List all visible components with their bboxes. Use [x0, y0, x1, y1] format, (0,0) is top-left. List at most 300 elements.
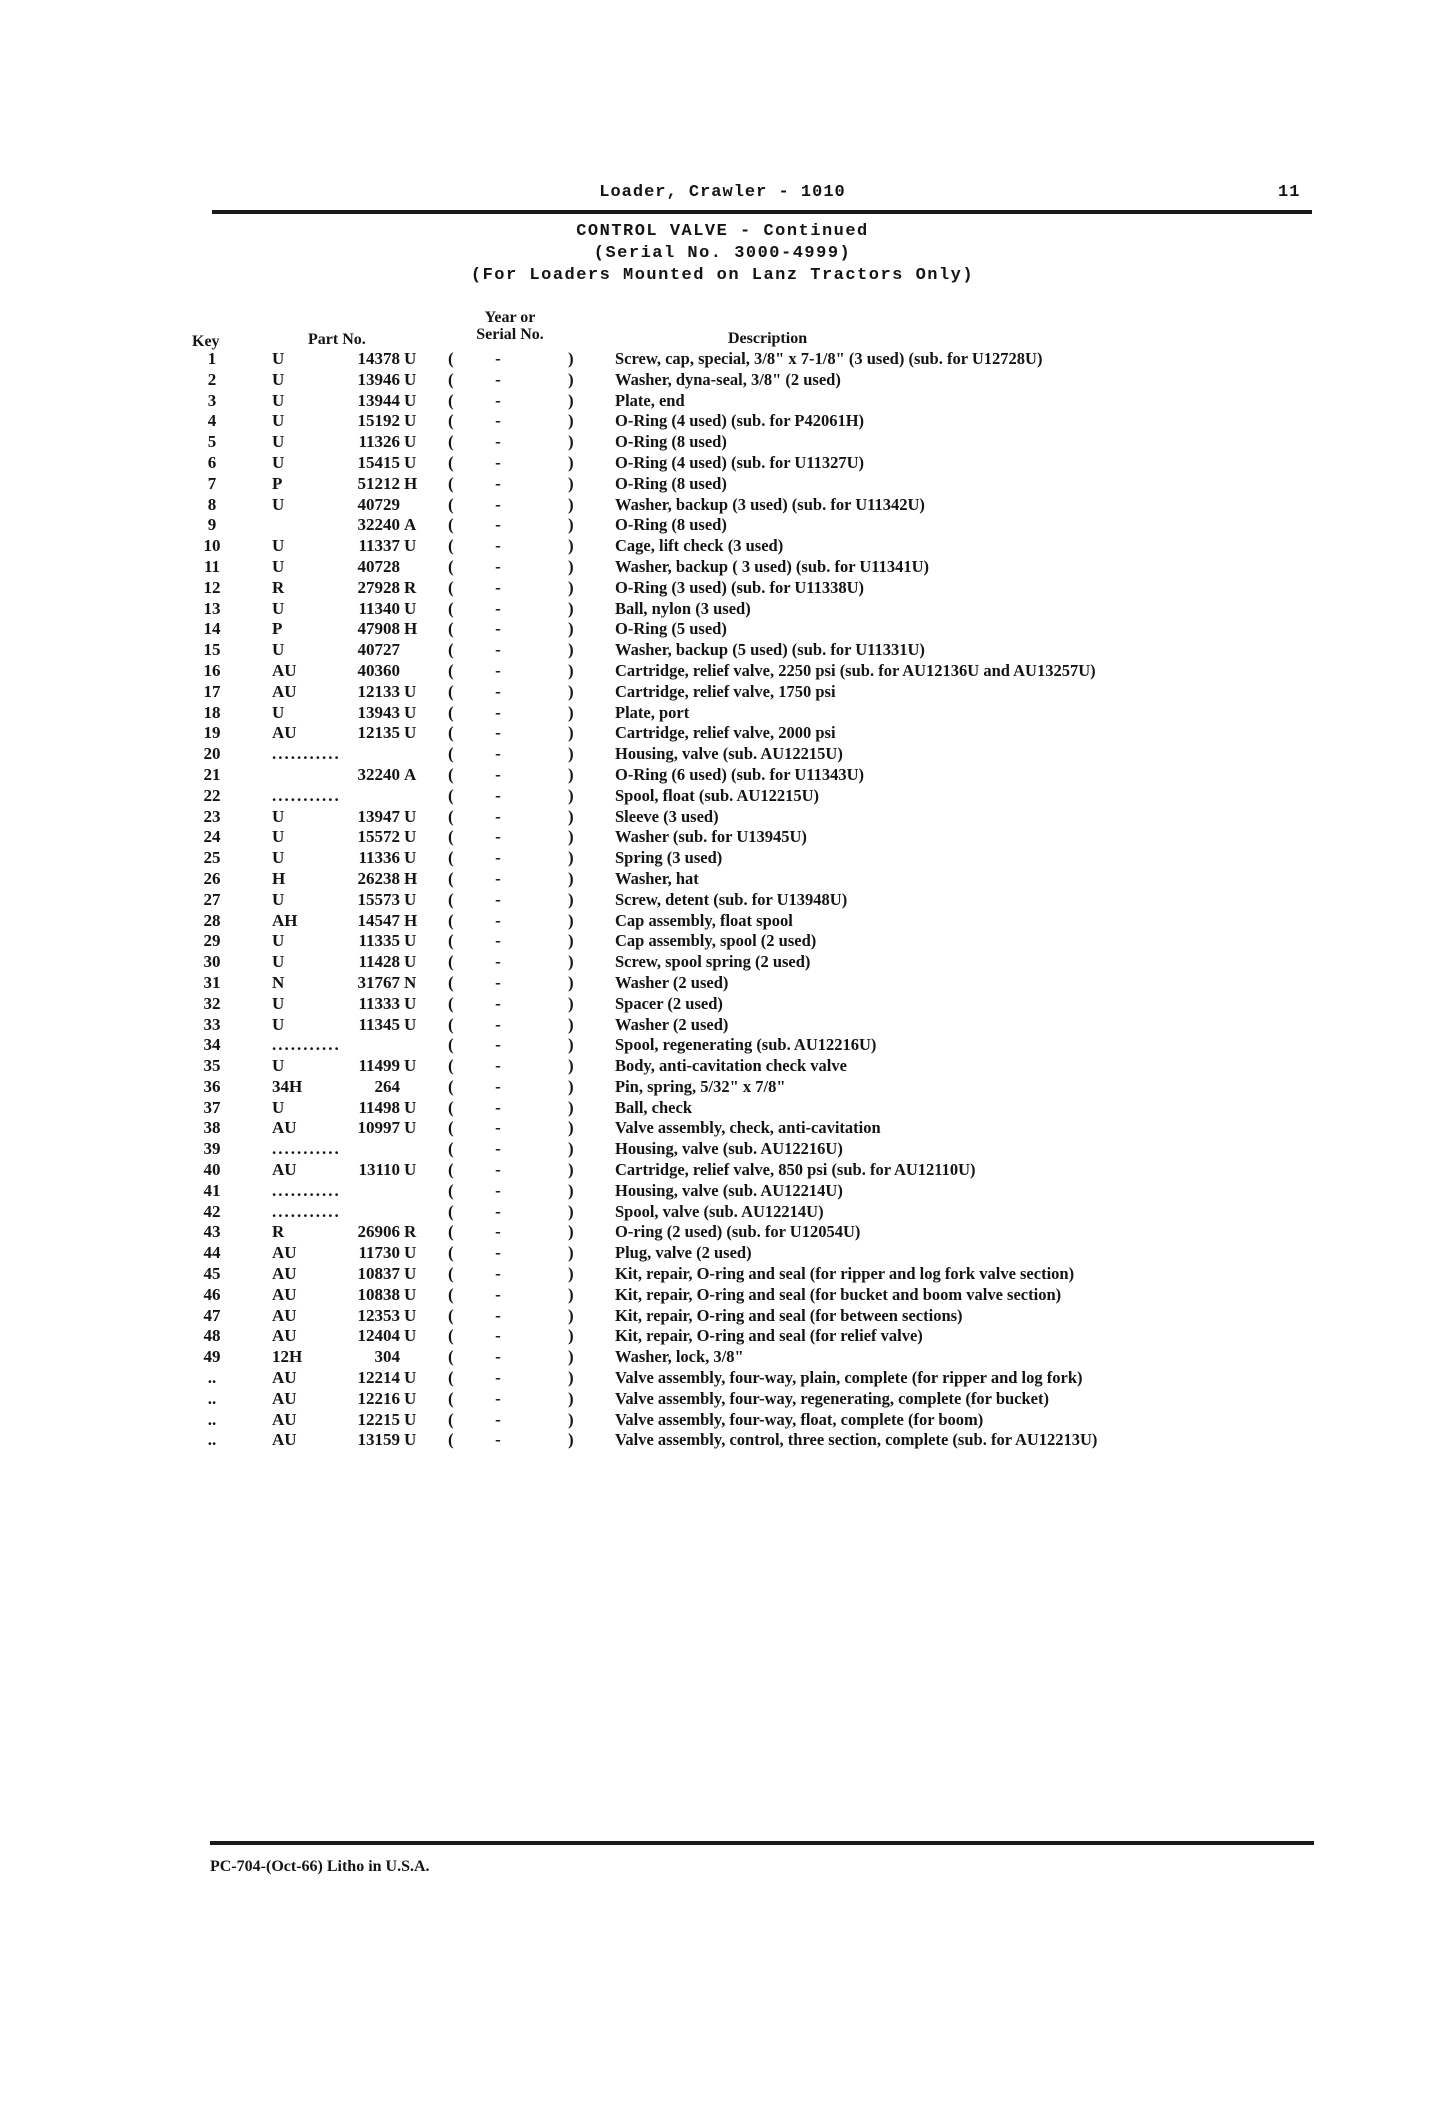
part-suffix: U: [404, 702, 417, 722]
part-number: 15192: [357, 411, 400, 431]
part-description: Screw, detent (sub. for U13948U): [615, 889, 848, 909]
open-paren: (: [448, 390, 454, 410]
open-paren: (: [448, 1347, 454, 1367]
key-number: 8: [207, 494, 217, 514]
open-paren: (: [448, 349, 454, 368]
parts-row: [0, 578, 1445, 599]
part-description: Washer (sub. for U13945U): [615, 827, 807, 847]
parts-list: [0, 349, 1445, 1451]
part-number: 11498: [358, 1097, 400, 1117]
close-paren: ): [568, 515, 574, 535]
key-number: ..: [207, 1368, 217, 1388]
key-number: 34: [203, 1035, 221, 1055]
serial-value: -: [495, 910, 501, 930]
serial-value: -: [495, 1284, 501, 1304]
part-description: Plate, end: [615, 390, 685, 410]
open-paren: (: [448, 1305, 454, 1325]
parts-row: [0, 827, 1445, 848]
part-number: 12135: [357, 723, 400, 743]
part-description: Spool, float (sub. AU12215U): [615, 785, 819, 805]
parts-row: [0, 411, 1445, 432]
part-prefix: AU: [272, 1118, 297, 1138]
key-number: 12: [203, 577, 221, 597]
parts-row: [0, 1368, 1445, 1389]
part-number: 27928: [357, 577, 400, 597]
parts-row: [0, 661, 1445, 682]
running-header-title: Loader, Crawler - 1010: [599, 183, 846, 202]
part-description: O-Ring (8 used): [615, 432, 727, 452]
parts-row: [0, 786, 1445, 807]
serial-value: -: [495, 1409, 501, 1429]
open-paren: (: [448, 1368, 454, 1388]
serial-value: -: [495, 1014, 501, 1034]
close-paren: ): [568, 1118, 574, 1138]
parts-row: [0, 1389, 1445, 1410]
part-suffix: U: [404, 827, 417, 847]
part-number: 13159: [357, 1430, 400, 1450]
open-paren: (: [448, 640, 454, 660]
open-paren: (: [448, 660, 454, 680]
part-number: 32240: [357, 515, 400, 535]
open-paren: (: [448, 1326, 454, 1346]
close-paren: ): [568, 952, 574, 972]
key-number: 27: [203, 889, 221, 909]
serial-value: -: [495, 993, 501, 1013]
part-prefix: U: [272, 931, 285, 951]
part-prefix: AU: [272, 660, 297, 680]
open-paren: (: [448, 1430, 454, 1450]
part-number: 47908: [357, 619, 400, 639]
part-description: Kit, repair, O-ring and seal (for ripper and log fork valve section): [615, 1264, 1075, 1284]
parts-row: [0, 1118, 1445, 1139]
part-prefix: U: [272, 452, 285, 472]
parts-row: [0, 682, 1445, 703]
part-number: 10837: [357, 1264, 400, 1284]
parts-row: [0, 869, 1445, 890]
open-paren: (: [448, 868, 454, 888]
key-number: 18: [203, 702, 221, 722]
part-description: Spool, regenerating (sub. AU12216U): [615, 1035, 877, 1055]
parts-row: [0, 703, 1445, 724]
serial-value: -: [495, 702, 501, 722]
close-paren: ): [568, 1201, 574, 1221]
part-suffix: U: [404, 952, 417, 972]
close-paren: ): [568, 744, 574, 764]
parts-row: [0, 1430, 1445, 1451]
parts-row: [0, 1015, 1445, 1036]
part-description: Washer, lock, 3/8": [615, 1347, 744, 1367]
part-prefix: U: [272, 952, 285, 972]
parts-row: [0, 515, 1445, 536]
part-prefix: U: [272, 598, 285, 618]
part-description: O-Ring (3 used) (sub. for U11338U): [615, 577, 865, 597]
close-paren: ): [568, 1326, 574, 1346]
part-description: Washer, hat: [615, 868, 699, 888]
part-prefix: R: [272, 577, 285, 597]
part-description: Spring (3 used): [615, 848, 723, 868]
part-prefix: AU: [272, 1368, 297, 1388]
key-number: 3: [207, 390, 217, 410]
key-number: 42: [203, 1201, 221, 1221]
serial-value: -: [495, 1388, 501, 1408]
part-suffix: U: [404, 598, 417, 618]
part-number: 14547: [357, 910, 400, 930]
part-prefix: N: [272, 972, 285, 992]
part-prefix: U: [272, 556, 285, 576]
parts-row: [0, 1160, 1445, 1181]
part-description: O-Ring (6 used) (sub. for U11343U): [615, 764, 865, 784]
part-description: Cartridge, relief valve, 850 psi (sub. for AU12110U): [615, 1160, 976, 1180]
serial-value: -: [495, 598, 501, 618]
part-suffix: A: [404, 515, 417, 535]
parts-row: [0, 1077, 1445, 1098]
key-number: 39: [203, 1139, 221, 1159]
close-paren: ): [568, 764, 574, 784]
part-description: O-Ring (4 used) (sub. for U11327U): [615, 452, 865, 472]
part-suffix: U: [404, 848, 417, 868]
part-prefix: U: [272, 848, 285, 868]
key-number: 44: [203, 1243, 221, 1263]
parts-row: [0, 1243, 1445, 1264]
part-description: Housing, valve (sub. AU12214U): [615, 1180, 843, 1200]
parts-row: [0, 952, 1445, 973]
part-number: 11335: [358, 931, 400, 951]
serial-value: -: [495, 390, 501, 410]
close-paren: ): [568, 806, 574, 826]
part-prefix: AU: [272, 1409, 297, 1429]
serial-value: -: [495, 785, 501, 805]
close-paren: ): [568, 910, 574, 930]
parts-row: [0, 557, 1445, 578]
part-suffix: U: [404, 1409, 417, 1429]
part-number-placeholder: ...........: [272, 1201, 341, 1221]
key-number: 10: [203, 536, 221, 556]
key-number: 36: [203, 1076, 221, 1096]
part-description: Cartridge, relief valve, 1750 psi: [615, 681, 836, 701]
section-serial: (Serial No. 3000-4999): [593, 244, 852, 263]
part-prefix: AU: [272, 1326, 297, 1346]
part-suffix: R: [404, 577, 417, 597]
close-paren: ): [568, 1388, 574, 1408]
column-header-description: Description: [728, 330, 808, 347]
part-description: Kit, repair, O-ring and seal (for between sections): [615, 1305, 963, 1325]
key-number: 43: [203, 1222, 221, 1242]
open-paren: (: [448, 993, 454, 1013]
parts-row: [0, 1285, 1445, 1306]
key-number: 1: [207, 349, 217, 368]
parts-row: [0, 973, 1445, 994]
close-paren: ): [568, 619, 574, 639]
part-number: 15415: [357, 452, 400, 472]
key-number: 21: [203, 764, 221, 784]
part-suffix: U: [404, 1160, 417, 1180]
part-number: 13947: [357, 806, 400, 826]
open-paren: (: [448, 972, 454, 992]
close-paren: ): [568, 473, 574, 493]
part-prefix: P: [272, 619, 283, 639]
part-suffix: U: [404, 1056, 417, 1076]
key-number: 17: [203, 681, 221, 701]
part-prefix: U: [272, 494, 285, 514]
parts-row: [0, 1181, 1445, 1202]
close-paren: ): [568, 972, 574, 992]
parts-row: [0, 495, 1445, 516]
parts-row: [0, 807, 1445, 828]
part-description: Cage, lift check (3 used): [615, 536, 784, 556]
part-suffix: U: [404, 411, 417, 431]
open-paren: (: [448, 764, 454, 784]
serial-value: -: [495, 1222, 501, 1242]
open-paren: (: [448, 1284, 454, 1304]
key-number: 45: [203, 1264, 221, 1284]
part-suffix: U: [404, 931, 417, 951]
part-description: Valve assembly, check, anti-cavitation: [615, 1118, 881, 1138]
part-suffix: U: [404, 889, 417, 909]
serial-value: -: [495, 640, 501, 660]
part-description: Housing, valve (sub. AU12215U): [615, 744, 843, 764]
part-prefix: AU: [272, 1388, 297, 1408]
header-rule: [212, 210, 1312, 214]
part-number: 11340: [358, 598, 400, 618]
serial-value: -: [495, 1139, 501, 1159]
part-suffix: U: [404, 1243, 417, 1263]
open-paren: (: [448, 1097, 454, 1117]
part-description: Washer (2 used): [615, 1014, 729, 1034]
close-paren: ): [568, 556, 574, 576]
key-number: 35: [203, 1056, 221, 1076]
part-number: 12353: [357, 1305, 400, 1325]
part-prefix: AU: [272, 1264, 297, 1284]
open-paren: (: [448, 723, 454, 743]
open-paren: (: [448, 452, 454, 472]
key-number: 46: [203, 1284, 221, 1304]
serial-value: -: [495, 1201, 501, 1221]
parts-row: [0, 890, 1445, 911]
serial-value: -: [495, 411, 501, 431]
part-number: 26238: [357, 868, 400, 888]
part-prefix: P: [272, 473, 283, 493]
open-paren: (: [448, 827, 454, 847]
serial-value: -: [495, 1305, 501, 1325]
serial-value: -: [495, 1056, 501, 1076]
serial-value: -: [495, 744, 501, 764]
part-number: 31767: [357, 972, 400, 992]
part-suffix: U: [404, 452, 417, 472]
open-paren: (: [448, 848, 454, 868]
part-description: Washer, backup (3 used) (sub. for U11342U): [615, 494, 925, 514]
part-prefix: U: [272, 411, 285, 431]
open-paren: (: [448, 411, 454, 431]
serial-value: -: [495, 931, 501, 951]
part-suffix: H: [404, 910, 418, 930]
part-number: 10997: [357, 1118, 400, 1138]
part-description: Body, anti-cavitation check valve: [615, 1056, 847, 1076]
part-number: 26906: [357, 1222, 400, 1242]
part-description: Spacer (2 used): [615, 993, 723, 1013]
part-number: 15573: [357, 889, 400, 909]
open-paren: (: [448, 1014, 454, 1034]
footer-imprint: PC-704-(Oct-66) Litho in U.S.A.: [210, 1858, 430, 1875]
part-suffix: U: [404, 432, 417, 452]
key-number: ..: [207, 1409, 217, 1429]
serial-value: -: [495, 473, 501, 493]
part-number: 15572: [357, 827, 400, 847]
column-header-year-line1: Year or: [484, 309, 536, 326]
parts-row: [0, 1098, 1445, 1119]
part-prefix: AU: [272, 1160, 297, 1180]
close-paren: ): [568, 1368, 574, 1388]
parts-row: [0, 453, 1445, 474]
open-paren: (: [448, 577, 454, 597]
serial-value: -: [495, 1264, 501, 1284]
part-number: 11333: [358, 993, 400, 1013]
part-prefix: U: [272, 1014, 285, 1034]
column-header-key: Key: [192, 333, 220, 350]
footer-rule: [210, 1841, 1314, 1845]
parts-row: [0, 391, 1445, 412]
open-paren: (: [448, 1264, 454, 1284]
close-paren: ): [568, 390, 574, 410]
page-number: 11: [1278, 183, 1301, 202]
part-description: Valve assembly, four-way, plain, complete (for ripper and log fork): [615, 1368, 1083, 1388]
part-suffix: U: [404, 1305, 417, 1325]
close-paren: ): [568, 1139, 574, 1159]
key-number: 26: [203, 868, 221, 888]
open-paren: (: [448, 369, 454, 389]
part-suffix: U: [404, 1368, 417, 1388]
close-paren: ): [568, 1160, 574, 1180]
serial-value: -: [495, 1076, 501, 1096]
key-number: 30: [203, 952, 221, 972]
open-paren: (: [448, 806, 454, 826]
part-prefix: R: [272, 1222, 285, 1242]
part-prefix: AU: [272, 723, 297, 743]
part-description: Housing, valve (sub. AU12216U): [615, 1139, 843, 1159]
close-paren: ): [568, 577, 574, 597]
part-number: 12216: [357, 1388, 400, 1408]
key-number: 25: [203, 848, 221, 868]
parts-row: [0, 1222, 1445, 1243]
part-suffix: U: [404, 1430, 417, 1450]
open-paren: (: [448, 744, 454, 764]
part-suffix: U: [404, 536, 417, 556]
part-prefix: AU: [272, 1243, 297, 1263]
part-number: 12133: [357, 681, 400, 701]
part-description: Ball, check: [615, 1097, 692, 1117]
serial-value: -: [495, 369, 501, 389]
close-paren: ): [568, 681, 574, 701]
part-number-placeholder: ...........: [272, 1035, 341, 1055]
close-paren: ): [568, 785, 574, 805]
part-suffix: U: [404, 349, 417, 368]
part-number-placeholder: ...........: [272, 1139, 341, 1159]
open-paren: (: [448, 1243, 454, 1263]
part-number: 11326: [358, 432, 400, 452]
column-header-year-line2: Serial No.: [476, 326, 544, 343]
key-number: 33: [203, 1014, 221, 1034]
parts-row: [0, 640, 1445, 661]
part-description: Cap assembly, spool (2 used): [615, 931, 817, 951]
part-description: Cap assembly, float spool: [615, 910, 793, 930]
close-paren: ): [568, 702, 574, 722]
part-description: Ball, nylon (3 used): [615, 598, 751, 618]
part-description: Screw, cap, special, 3/8" x 7-1/8" (3 used) (sub. for U12728U): [615, 349, 1043, 368]
part-number: 11337: [358, 536, 400, 556]
part-description: Spool, valve (sub. AU12214U): [615, 1201, 824, 1221]
key-number: 37: [203, 1097, 221, 1117]
key-number: 6: [207, 452, 217, 472]
part-suffix: U: [404, 806, 417, 826]
open-paren: (: [448, 1056, 454, 1076]
part-prefix: U: [272, 702, 285, 722]
key-number: 28: [203, 910, 221, 930]
part-number: 40360: [357, 660, 400, 680]
key-number: 38: [203, 1118, 221, 1138]
serial-value: -: [495, 432, 501, 452]
key-number: 47: [203, 1305, 221, 1325]
key-number: 5: [207, 432, 217, 452]
part-description: Kit, repair, O-ring and seal (for relief valve): [615, 1326, 923, 1346]
part-prefix: U: [272, 432, 285, 452]
part-number: 10838: [357, 1284, 400, 1304]
parts-row: [0, 1306, 1445, 1327]
part-description: Washer, dyna-seal, 3/8" (2 used): [615, 369, 841, 389]
parts-row: [0, 765, 1445, 786]
open-paren: (: [448, 536, 454, 556]
open-paren: (: [448, 619, 454, 639]
key-number: 16: [203, 660, 221, 680]
key-number: ..: [207, 1430, 217, 1450]
serial-value: -: [495, 1430, 501, 1450]
serial-value: -: [495, 1243, 501, 1263]
serial-value: -: [495, 1180, 501, 1200]
close-paren: ): [568, 1284, 574, 1304]
serial-value: -: [495, 1368, 501, 1388]
part-description: Washer (2 used): [615, 972, 729, 992]
open-paren: (: [448, 952, 454, 972]
close-paren: ): [568, 1097, 574, 1117]
open-paren: (: [448, 931, 454, 951]
part-prefix: H: [272, 868, 286, 888]
open-paren: (: [448, 432, 454, 452]
parts-row: [0, 723, 1445, 744]
close-paren: ): [568, 889, 574, 909]
close-paren: ): [568, 993, 574, 1013]
part-suffix: H: [404, 619, 418, 639]
part-prefix: AU: [272, 1305, 297, 1325]
close-paren: ): [568, 1409, 574, 1429]
serial-value: -: [495, 723, 501, 743]
part-number: 11336: [358, 848, 400, 868]
close-paren: ): [568, 1035, 574, 1055]
part-number: 264: [374, 1076, 400, 1096]
parts-row: [0, 1410, 1445, 1431]
part-prefix: AU: [272, 1430, 297, 1450]
part-suffix: U: [404, 390, 417, 410]
part-prefix: U: [272, 349, 285, 368]
close-paren: ): [568, 349, 574, 368]
serial-value: -: [495, 452, 501, 472]
parts-row: [0, 911, 1445, 932]
parts-row: [0, 1202, 1445, 1223]
part-number-placeholder: ...........: [272, 785, 341, 805]
part-prefix: U: [272, 1056, 285, 1076]
part-description: Plug, valve (2 used): [615, 1243, 752, 1263]
part-description: O-Ring (8 used): [615, 473, 727, 493]
part-suffix: R: [404, 1222, 417, 1242]
close-paren: ): [568, 1056, 574, 1076]
open-paren: (: [448, 473, 454, 493]
